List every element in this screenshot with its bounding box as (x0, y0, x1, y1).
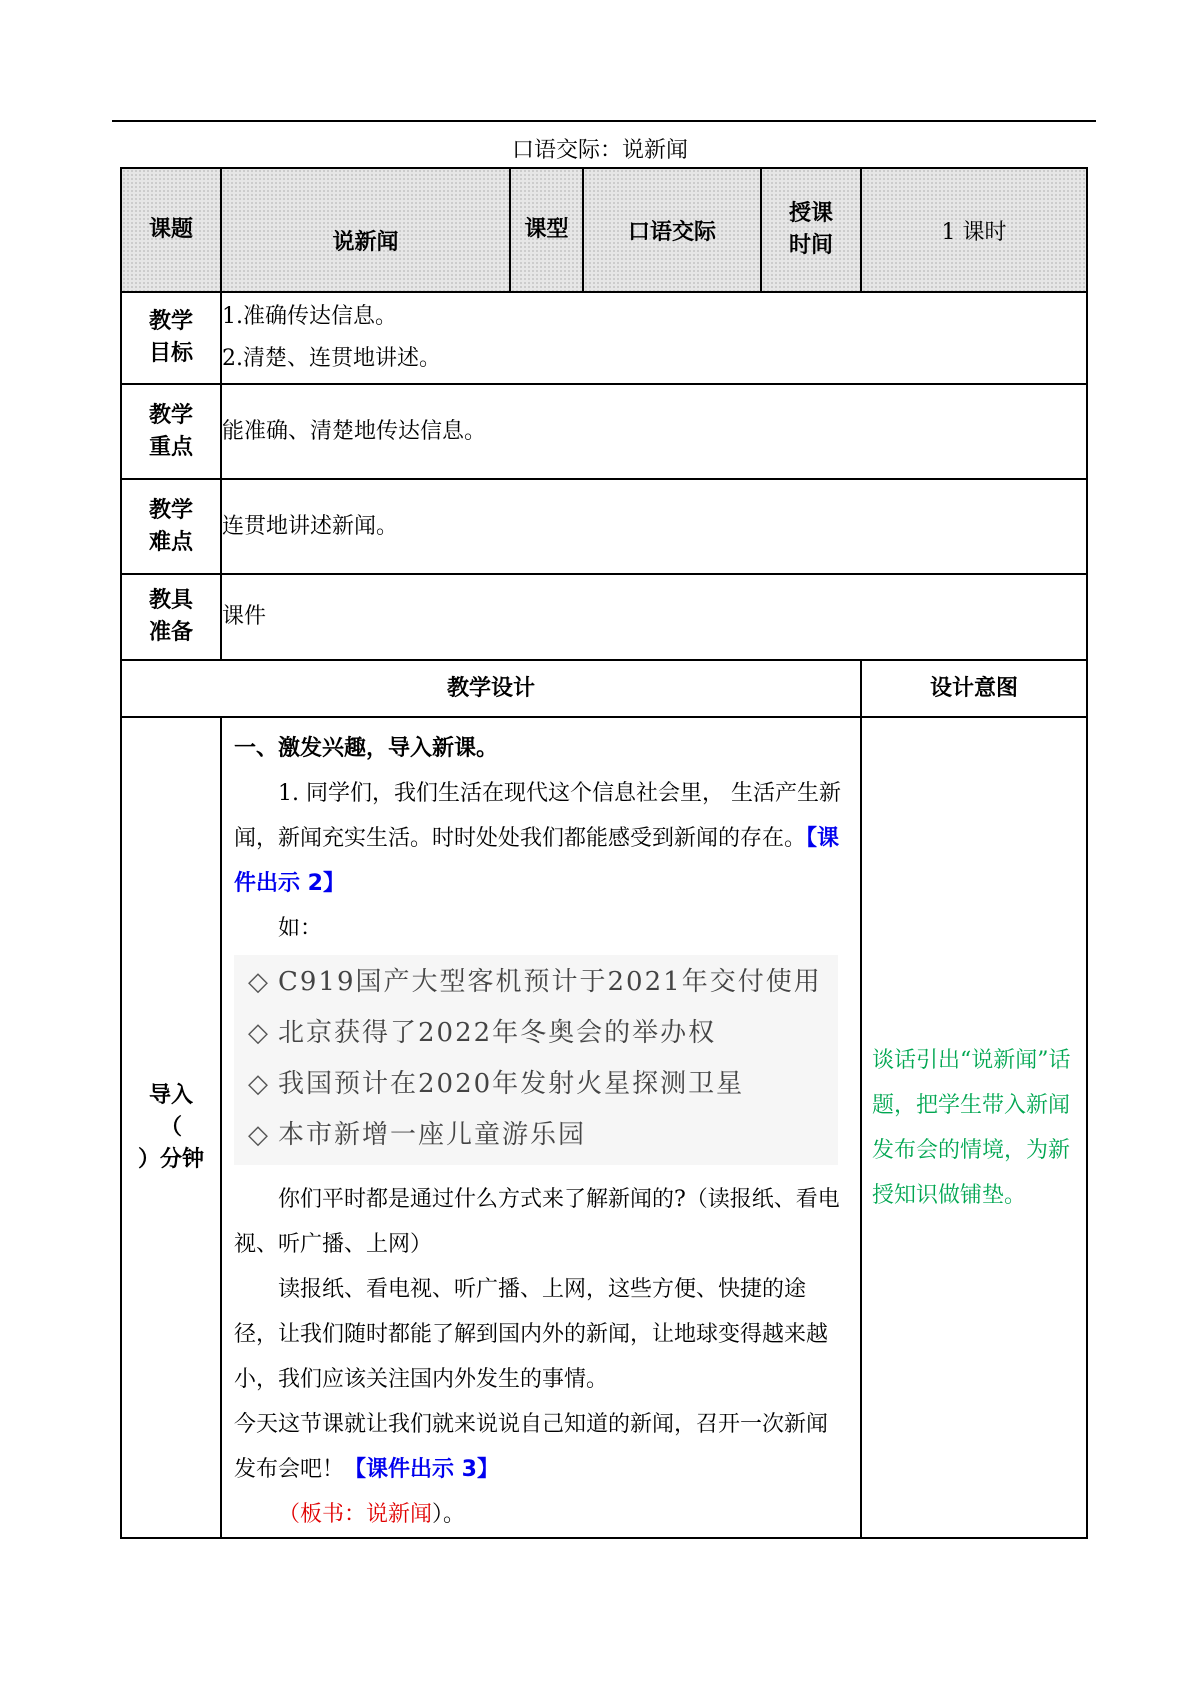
header-rule (112, 120, 1096, 122)
news-example (248, 1110, 838, 1161)
intent-text: 谈话引出“说新闻”话题，把学生带入新闻发布会的情境，为新授知识做铺垫。 (872, 1047, 1071, 1208)
difficulties-row (121, 479, 1087, 574)
topic-value: 说新闻 (221, 168, 510, 292)
goals-label (121, 292, 221, 384)
type-value: 口语交际 (583, 168, 761, 292)
section-heading: 一、激发兴趣，导入新课。 (234, 736, 499, 761)
board-note (234, 1492, 848, 1537)
goals-label-line2: 目标 (148, 341, 193, 366)
design-body-row (121, 717, 1087, 1538)
intro-paragraph (234, 771, 848, 906)
stage-line3: ）分钟 (137, 1146, 204, 1172)
tools-row (121, 574, 1087, 660)
tools-label-line1: 教具 (148, 588, 193, 613)
time-label (761, 168, 861, 292)
news-example-text: 本市新增一座儿童游乐园 (278, 1120, 587, 1150)
difficulties-label (121, 479, 221, 574)
stage-line2: （ (159, 1114, 182, 1140)
tools-text: 课件 (221, 574, 1087, 660)
goal-item: 2.清楚、连贯地讲述。 (222, 346, 441, 371)
goals-label-line1: 教学 (148, 309, 193, 334)
news-example-text: C919国产大型客机预计于2021年交付使用 (278, 967, 822, 997)
stage-line1: 导入 (148, 1082, 193, 1108)
difficulties-text: 连贯地讲述新闻。 (221, 479, 1087, 574)
topic-label: 课题 (121, 168, 221, 292)
question-paragraph: 你们平时都是通过什么方式来了解新闻的?（读报纸、看电视、听广播、上网） (234, 1187, 840, 1257)
diamond-bullet-icon: ◇ (248, 1120, 270, 1150)
design-content (221, 717, 861, 1538)
intent-header: 设计意图 (861, 660, 1087, 717)
courseware-tag-3: 【课件出示 3】 (344, 1457, 499, 1482)
tools-label (121, 574, 221, 660)
time-value: 1 课时 (861, 168, 1087, 292)
news-example-text: 我国预计在2020年发射火星探测卫星 (278, 1069, 745, 1099)
example-intro: 如： (278, 916, 323, 941)
lesson-plan-table (120, 167, 1088, 1539)
diamond-bullet-icon: ◇ (248, 967, 270, 997)
goals-row (121, 292, 1087, 384)
key-points-text: 能准确、清楚地传达信息。 (221, 384, 1087, 479)
difficulties-label-line1: 教学 (148, 497, 193, 523)
news-example (248, 1008, 838, 1059)
key-points-row (121, 384, 1087, 479)
time-label-line1: 授课 (788, 201, 833, 226)
header-row (121, 168, 1087, 292)
document-title: 口语交际：说新闻 (511, 138, 688, 163)
intent-cell (861, 717, 1087, 1538)
intro-text: 1. 同学们，我们生活在现代这个信息社会里， 生活产生新闻，新闻充实生活。时时处处我们都能感受到新闻的存在。 (234, 781, 841, 851)
key-points-label-line1: 教学 (148, 402, 193, 428)
news-examples-image (234, 955, 838, 1165)
difficulties-label-line2: 难点 (148, 529, 193, 555)
news-example-text: 北京获得了2022年冬奥会的举办权 (278, 1018, 717, 1048)
closing-text: 今天这节课就让我们就来说说自己知道的新闻，召开一次新闻发布会吧！ (234, 1412, 829, 1482)
news-example (248, 957, 838, 1008)
courseware-tag-2: 【课件出示 2】 (234, 826, 840, 896)
stage-cell (121, 717, 221, 1538)
type-label: 课型 (510, 168, 583, 292)
design-header-row (121, 660, 1087, 717)
diamond-bullet-icon: ◇ (248, 1018, 270, 1048)
tools-label-line2: 准备 (148, 620, 193, 645)
goal-item: 1.准确传达信息。 (222, 304, 397, 329)
closing-paragraph (234, 1402, 848, 1492)
key-points-label-line2: 重点 (148, 434, 193, 460)
news-example (248, 1059, 838, 1110)
key-points-label (121, 384, 221, 479)
goals-content (221, 292, 1087, 384)
design-header: 教学设计 (121, 660, 861, 717)
board-note-red: （板书：说新闻 (278, 1502, 433, 1527)
diamond-bullet-icon: ◇ (248, 1069, 270, 1099)
time-label-line2: 时间 (788, 233, 833, 258)
board-note-tail: ）。 (432, 1502, 466, 1527)
channels-paragraph: 读报纸、看电视、听广播、上网，这些方便、快捷的途径，让我们随时都能了解到国内外的新闻，让地球变得越来越小，我们应该关注国内外发生的事情。 (234, 1277, 829, 1392)
